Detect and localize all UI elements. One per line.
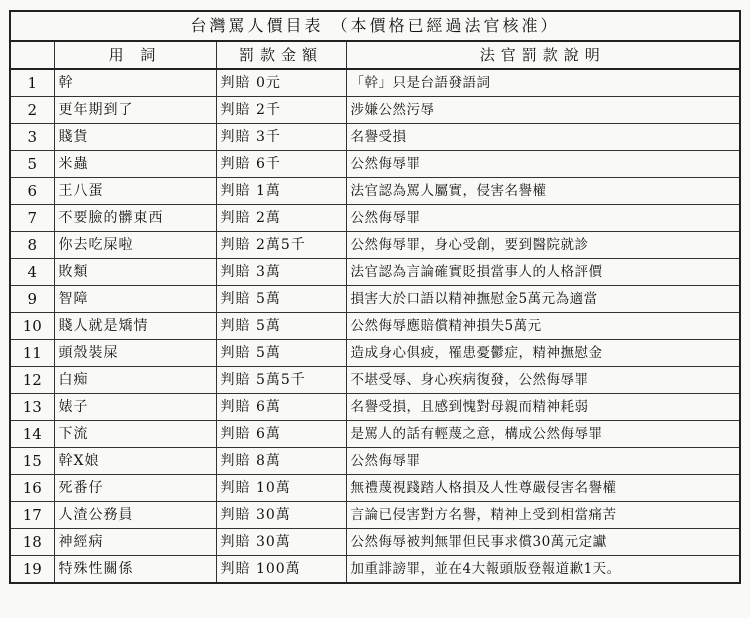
table-row <box>10 367 740 394</box>
row-note: 涉嫌公然污辱 <box>346 97 740 124</box>
header-number <box>10 41 54 69</box>
table-row <box>10 97 740 124</box>
row-fine: 判賠 1萬 <box>216 178 346 205</box>
row-number: 5 <box>10 151 54 178</box>
row-note: 言論已侵害對方名譽，精神上受到相當痛苦 <box>346 502 740 529</box>
table-row <box>10 69 740 97</box>
table-row <box>10 313 740 340</box>
row-note: 「幹」只是台語發語詞 <box>346 69 740 97</box>
row-word: 幹 <box>54 69 216 97</box>
row-fine: 判賠 6萬 <box>216 394 346 421</box>
row-note: 公然侮辱罪 <box>346 448 740 475</box>
row-fine: 判賠 5萬 <box>216 340 346 367</box>
row-word: 敗類 <box>54 259 216 286</box>
table-row <box>10 124 740 151</box>
row-word: 神經病 <box>54 529 216 556</box>
table-row <box>10 286 740 313</box>
header-row <box>10 41 740 69</box>
row-number: 7 <box>10 205 54 232</box>
row-fine: 判賠 2萬 <box>216 205 346 232</box>
table-row <box>10 340 740 367</box>
table-row <box>10 259 740 286</box>
row-fine: 判賠 6萬 <box>216 421 346 448</box>
row-fine: 判賠 2千 <box>216 97 346 124</box>
row-fine: 判賠 3萬 <box>216 259 346 286</box>
row-fine: 判賠 5萬5千 <box>216 367 346 394</box>
table-row <box>10 151 740 178</box>
table-row <box>10 556 740 584</box>
table-title: 台灣罵人價目表 （本價格已經過法官核准） <box>10 11 740 41</box>
row-number: 11 <box>10 340 54 367</box>
row-word: 婊子 <box>54 394 216 421</box>
row-fine: 判賠 5萬 <box>216 286 346 313</box>
row-number: 13 <box>10 394 54 421</box>
row-word: 頭殼裝屎 <box>54 340 216 367</box>
header-word: 用 詞 <box>54 41 216 69</box>
row-word: 王八蛋 <box>54 178 216 205</box>
title-row <box>10 11 740 41</box>
row-word: 不要臉的髒東西 <box>54 205 216 232</box>
row-word: 米蟲 <box>54 151 216 178</box>
row-word: 白痴 <box>54 367 216 394</box>
row-number: 8 <box>10 232 54 259</box>
row-number: 15 <box>10 448 54 475</box>
table-row <box>10 448 740 475</box>
row-number: 10 <box>10 313 54 340</box>
table-row <box>10 205 740 232</box>
row-note: 不堪受辱、身心疾病復發，公然侮辱罪 <box>346 367 740 394</box>
table-body <box>10 69 740 583</box>
row-number: 16 <box>10 475 54 502</box>
row-fine: 判賠 10萬 <box>216 475 346 502</box>
row-word: 你去吃屎啦 <box>54 232 216 259</box>
row-fine: 判賠 0元 <box>216 69 346 97</box>
row-word: 特殊性關係 <box>54 556 216 584</box>
row-note: 公然侮辱被判無罪但民事求償30萬元定讞 <box>346 529 740 556</box>
row-note: 加重誹謗罪，並在4大報頭版登報道歉1天。 <box>346 556 740 584</box>
row-number: 3 <box>10 124 54 151</box>
row-fine: 判賠 6千 <box>216 151 346 178</box>
row-word: 賤人就是矯情 <box>54 313 216 340</box>
row-fine: 判賠 8萬 <box>216 448 346 475</box>
row-note: 公然侮辱罪 <box>346 205 740 232</box>
price-table <box>9 10 741 584</box>
row-note: 名譽受損 <box>346 124 740 151</box>
row-note: 名譽受損，且感到愧對母親而精神耗弱 <box>346 394 740 421</box>
row-fine: 判賠 2萬5千 <box>216 232 346 259</box>
row-word: 下流 <box>54 421 216 448</box>
row-number: 2 <box>10 97 54 124</box>
row-word: 賤貨 <box>54 124 216 151</box>
row-note: 公然侮辱罪 <box>346 151 740 178</box>
row-fine: 判賠 30萬 <box>216 529 346 556</box>
row-note: 是罵人的話有輕蔑之意，構成公然侮辱罪 <box>346 421 740 448</box>
row-number: 4 <box>10 259 54 286</box>
row-word: 人渣公務員 <box>54 502 216 529</box>
row-note: 無禮蔑視踐踏人格損及人性尊嚴侵害名譽權 <box>346 475 740 502</box>
table-row <box>10 529 740 556</box>
table-row <box>10 232 740 259</box>
row-number: 14 <box>10 421 54 448</box>
header-fine: 罰款金額 <box>216 41 346 69</box>
row-number: 17 <box>10 502 54 529</box>
row-fine: 判賠 5萬 <box>216 313 346 340</box>
row-number: 1 <box>10 69 54 97</box>
row-word: 死番仔 <box>54 475 216 502</box>
row-note: 公然侮辱應賠償精神損失5萬元 <box>346 313 740 340</box>
row-note: 法官認為罵人屬實，侵害名譽權 <box>346 178 740 205</box>
table-row <box>10 421 740 448</box>
row-word: 智障 <box>54 286 216 313</box>
row-number: 12 <box>10 367 54 394</box>
row-number: 9 <box>10 286 54 313</box>
row-number: 18 <box>10 529 54 556</box>
table-row <box>10 502 740 529</box>
row-fine: 判賠 30萬 <box>216 502 346 529</box>
table-row <box>10 394 740 421</box>
row-word: 幹X娘 <box>54 448 216 475</box>
table-row <box>10 475 740 502</box>
row-note: 公然侮辱罪，身心受創，要到醫院就診 <box>346 232 740 259</box>
row-note: 法官認為言論確實貶損當事人的人格評價 <box>346 259 740 286</box>
table-row <box>10 178 740 205</box>
row-fine: 判賠 3千 <box>216 124 346 151</box>
row-word: 更年期到了 <box>54 97 216 124</box>
row-note: 造成身心俱疲，罹患憂鬱症，精神撫慰金 <box>346 340 740 367</box>
row-fine: 判賠 100萬 <box>216 556 346 584</box>
row-number: 19 <box>10 556 54 584</box>
row-number: 6 <box>10 178 54 205</box>
row-note: 損害大於口語以精神撫慰金5萬元為適當 <box>346 286 740 313</box>
header-note: 法官罰款說明 <box>346 41 740 69</box>
